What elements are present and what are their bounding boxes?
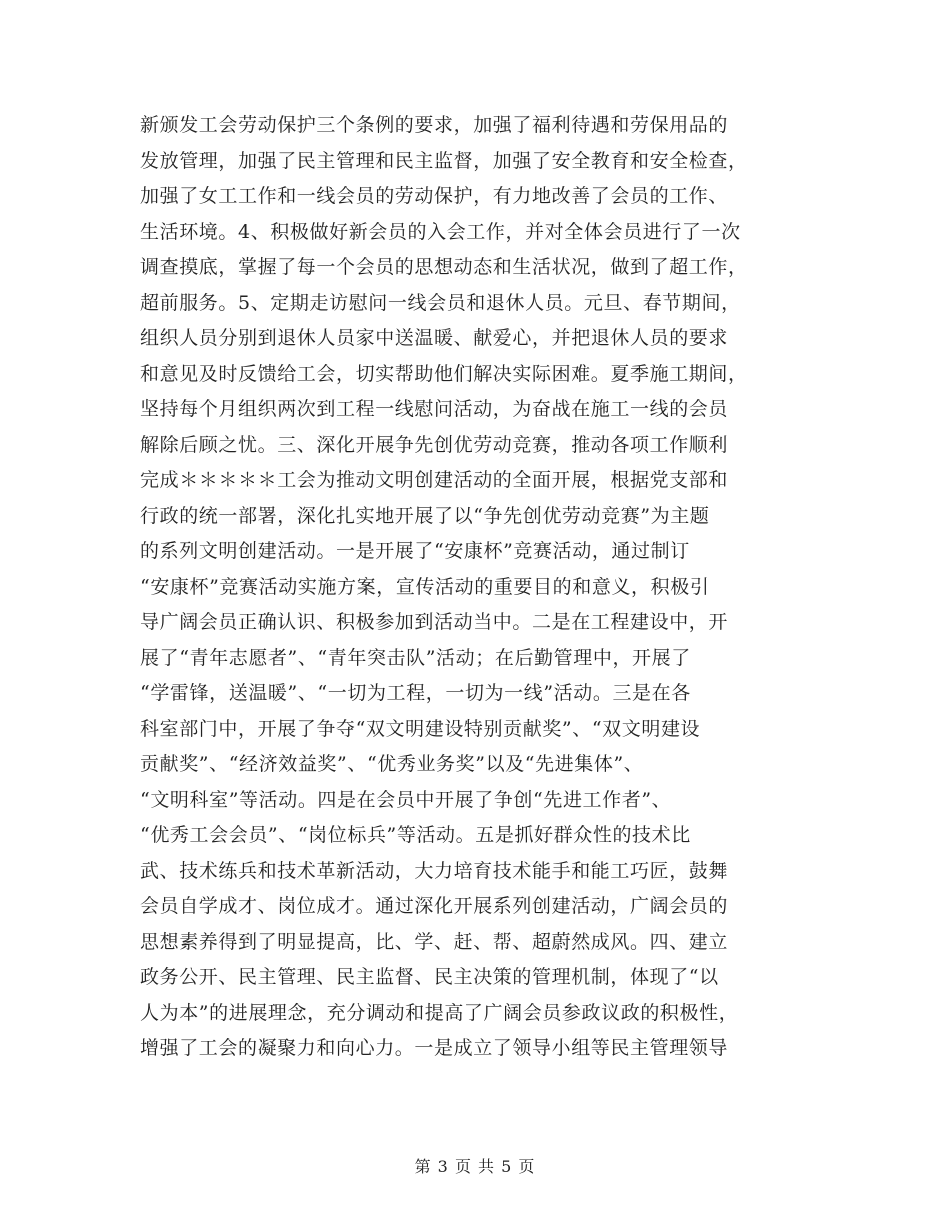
text-line: 生活环境。4、积极做好新会员的入会工作，并对全体会员进行了一次 xyxy=(140,220,741,243)
text-line: 武、技术练兵和技术革新活动，大力培育技术能手和能工巧匠，鼓舞 xyxy=(140,859,729,882)
text-line: 解除后顾之忧。三、深化开展争先创优劳动竞赛，推动各项工作顺利 xyxy=(140,433,729,456)
text-line: 的系列文明创建活动。一是开展了“安康杯”竞赛活动，通过制订 xyxy=(140,540,690,562)
text-line: 增强了工会的凝聚力和向心力。一是成立了领导小组等民主管理领导 xyxy=(140,1037,729,1059)
text-line: 导广阔会员正确认识、积极参加到活动当中。二是在工程建设中，开 xyxy=(140,611,729,633)
body-text xyxy=(140,108,810,1067)
text-line: 新颁发工会劳动保护三个条例的要求，加强了福利待遇和劳保用品的 xyxy=(140,114,729,136)
text-line: 展了“青年志愿者”、“青年突击队”活动；在后勤管理中，开展了 xyxy=(140,646,691,669)
text-line: 贡献奖”、“经济效益奖”、“优秀业务奖”以及“先进集体”、 xyxy=(140,753,644,775)
text-line: 政务公开、民主管理、民主监督、民主决策的管理机制，体现了“以 xyxy=(140,966,719,988)
text-line: 和意见及时反馈给工会，切实帮助他们解决实际困难。夏季施工期间， xyxy=(140,362,748,385)
text-line: 行政的统一部署，深化扎实地开展了以“争先创优劳动竞赛”为主题 xyxy=(140,504,710,527)
text-line: “学雷锋，送温暖”、“一切为工程，一切为一线”活动。三是在各 xyxy=(140,682,691,704)
text-line: 人为本”的进展理念，充分调动和提高了广阔会员参政议政的积极性， xyxy=(140,1001,739,1024)
text-line: 发放管理，加强了民主管理和民主监督，加强了安全教育和安全检查， xyxy=(140,149,748,172)
text-line: “优秀工会会员”、“岗位标兵”等活动。五是抓好群众性的技术比 xyxy=(140,824,691,846)
text-line: 思想素养得到了明显提高，比、学、赶、帮、超蔚然成风。四、建立 xyxy=(140,930,729,953)
text-line: “文明科室”等活动。四是在会员中开展了争创“先进工作者”、 xyxy=(140,788,672,811)
text-line: 完成＊＊＊＊＊工会为推动文明创建活动的全面开展，根据党支部和 xyxy=(140,469,729,491)
text-line: 超前服务。5、定期走访慰问一线会员和退休人员。元旦、春节期间， xyxy=(140,291,741,314)
text-line: 组织人员分别到退休人员家中送温暖、献爱心，并把退休人员的要求 xyxy=(140,327,729,349)
text-line: 会员自学成才、岗位成才。通过深化开展系列创建活动，广阔会员的 xyxy=(140,895,729,917)
text-line: “安康杯”竞赛活动实施方案，宣传活动的重要目的和意义，积极引 xyxy=(140,575,710,598)
text-line: 调查摸底，掌握了每一个会员的思想动态和生活状况，做到了超工作， xyxy=(140,256,748,278)
text-line: 加强了女工工作和一线会员的劳动保护，有力地改善了会员的工作、 xyxy=(140,185,729,207)
text-line: 科室部门中，开展了争夺“双文明建设特别贡献奖”、“双文明建设 xyxy=(140,717,701,740)
page-number-footer: 第 3 页 共 5 页 xyxy=(414,1157,536,1176)
text-line: 坚持每个月组织两次到工程一线慰问活动，为奋战在施工一线的会员 xyxy=(140,398,729,420)
